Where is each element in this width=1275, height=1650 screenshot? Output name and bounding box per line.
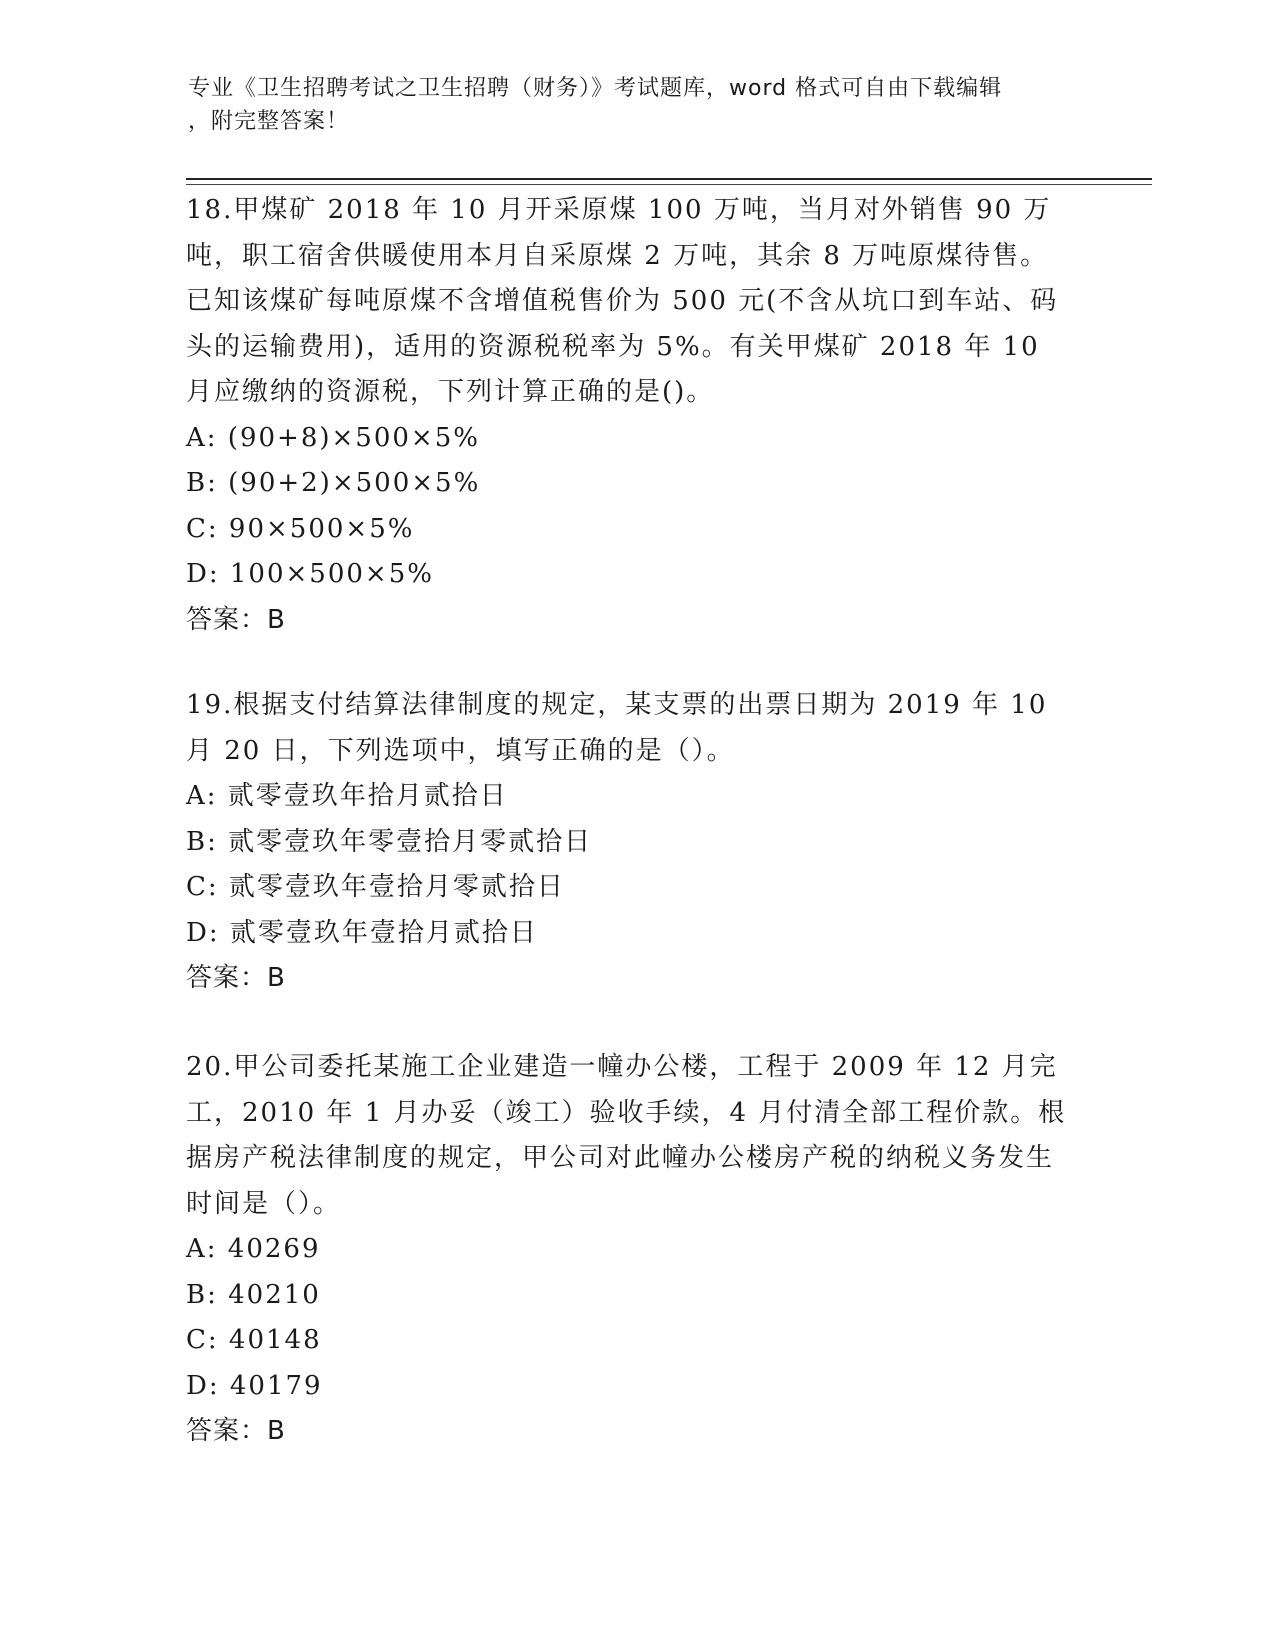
answer-line: 答案：B: [186, 963, 286, 993]
question-stem: 19.根据支付结算法律制度的规定，某支票的出票日期为 2019 年 10 月 20 日，下列选项中，填写正确的是（）。: [186, 690, 1048, 766]
option-a: A: 贰零壹玖年拾月贰拾日: [186, 781, 508, 811]
option-a: A: 40269: [186, 1234, 321, 1264]
question-stem: 18.甲煤矿 2018 年 10 月开采原煤 100 万吨，当月对外销售 90 万吨，职工宿舍供暖使用本月自采原煤 2 万吨，其余 8 万吨原煤待售。已知该煤矿每吨原煤不含增值税售价为 500 元(不含从坑口到车站、码头的运输费用)，适用的资源税税率为 5%。有关甲煤矿 2018 年 10 月应缴纳的资源税，下列计算正确的是()。: [186, 195, 1059, 407]
option-c: C: 40148: [186, 1325, 322, 1355]
question-18: [186, 188, 1076, 643]
option-d: D: 贰零壹玖年壹拾月贰拾日: [186, 917, 538, 948]
header-line-1: 专业《卫生招聘考试之卫生招聘（财务）》考试题库，word 格式可自由下载编辑: [188, 76, 1003, 101]
question-stem: 20.甲公司委托某施工企业建造一幢办公楼，工程于 2009 年 12 月完工，2010 年 1 月办妥（竣工）验收手续，4 月付清全部工程价款。根据房产税法律制度的规定，甲公司对此幢办公楼房产税的纳税义务发生时间是（）。: [186, 1052, 1067, 1219]
option-d: D: 100×500×5%: [186, 559, 434, 589]
option-b: B: 贰零壹玖年零壹拾月零贰拾日: [186, 826, 593, 857]
answer-line: 答案：B: [186, 604, 286, 635]
option-b: B: (90+2)×500×5%: [186, 468, 481, 498]
option-c: C: 90×500×5%: [186, 513, 415, 544]
question-20: [186, 1045, 1076, 1455]
option-a: A: (90+8)×500×5%: [186, 422, 480, 453]
header-divider-thick: [186, 178, 1152, 180]
option-d: D: 40179: [186, 1370, 323, 1401]
document-header: [188, 72, 1068, 138]
option-c: C: 贰零壹玖年壹拾月零贰拾日: [186, 872, 565, 902]
answer-line: 答案：B: [186, 1416, 286, 1446]
header-line-2: ，附完整答案！: [188, 109, 350, 134]
option-b: B: 40210: [186, 1279, 321, 1310]
question-19: [186, 683, 1076, 1002]
header-divider-thin: [186, 184, 1152, 185]
